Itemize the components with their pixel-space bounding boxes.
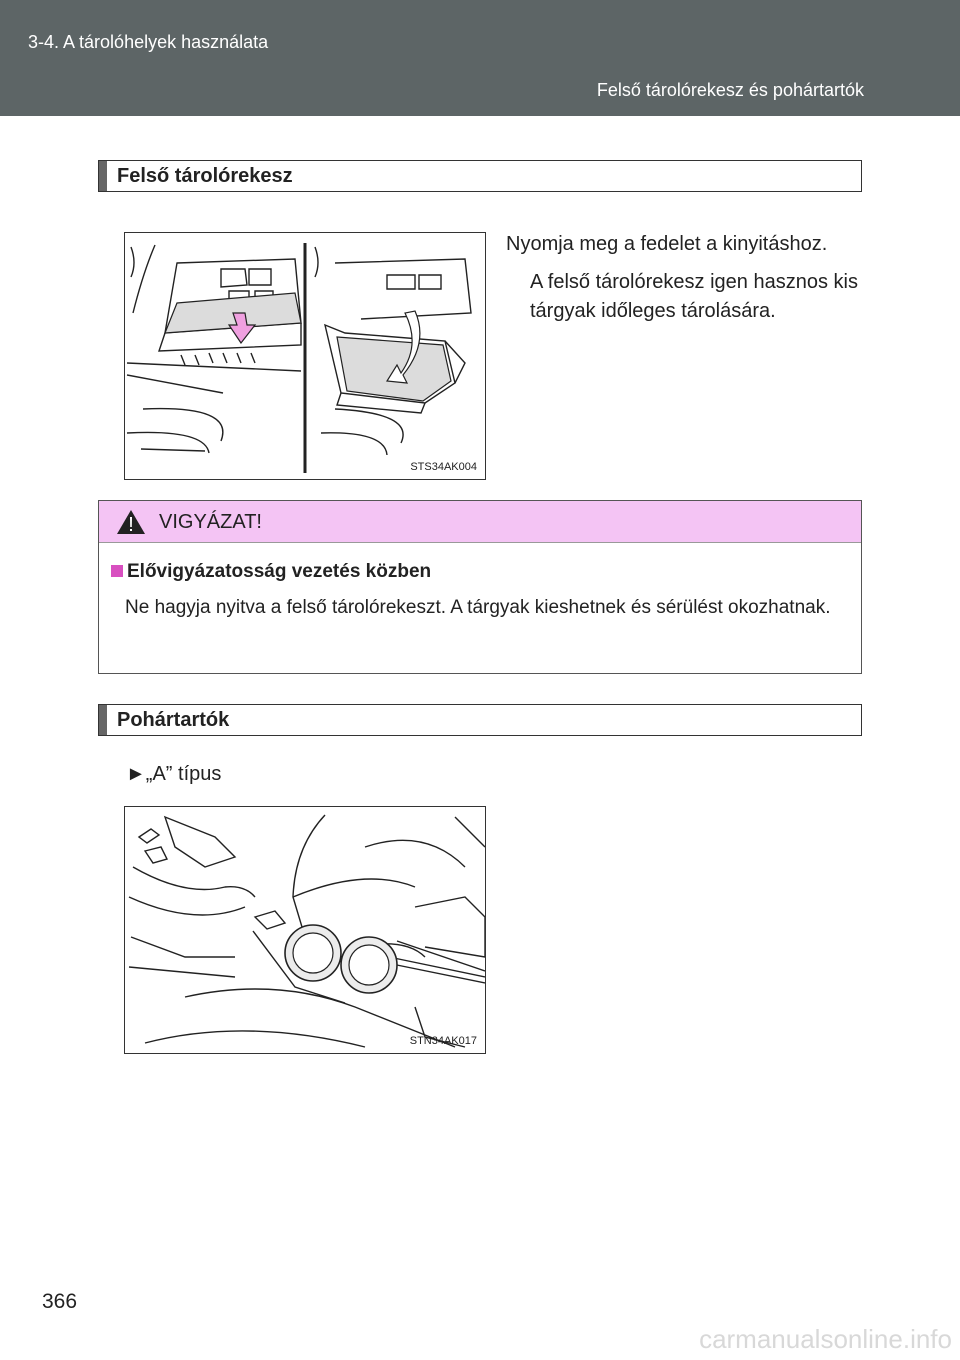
caution-box [98,500,862,674]
section-heading-cup-holders [98,704,862,736]
figure-code: STN34AK017 [409,1035,477,1047]
note-text: A felső tárolórekesz igen hasznos kis tárgyak időleges tárolására. [530,271,858,322]
overhead-console-drawing [125,233,486,480]
watermark: carmanualsonline.info [699,1324,952,1354]
cup-holder-illustration [124,806,486,1054]
caution-header [99,501,861,543]
heading-bar [99,161,107,191]
section-heading-text: Pohártartók [117,709,230,731]
page-header [0,0,960,116]
heading-bar [99,705,107,735]
figure-code: STS34AK004 [410,461,477,473]
type-marker: ► [126,763,146,785]
section-title: Felső tárolórekesz és pohártartók [596,80,864,100]
overhead-console-illustration [124,232,486,480]
instruction-text: Nyomja meg a fedelet a kinyitáshoz. [506,233,828,255]
subheading-bullet [111,565,123,577]
cup-holder-drawing [125,807,486,1054]
type-label [126,760,221,789]
warning-icon [115,508,147,536]
caution-title: VIGYÁZAT! [159,511,262,533]
chapter-title: 3-4. A tárolóhelyek használata [28,32,269,52]
type-label-text: „A” típus [145,763,222,785]
page-number: 366 [42,1290,78,1313]
section-heading-overhead-console [98,160,862,192]
section-heading-text: Felső tárolórekesz [117,165,293,187]
caution-subheading: Elővigyázatosság vezetés közben [127,561,432,582]
caution-body: Ne hagyja nyitva a felső tárolórekeszt. A tárgyak kieshetnek és sérülést okozhatnak. [125,597,831,618]
